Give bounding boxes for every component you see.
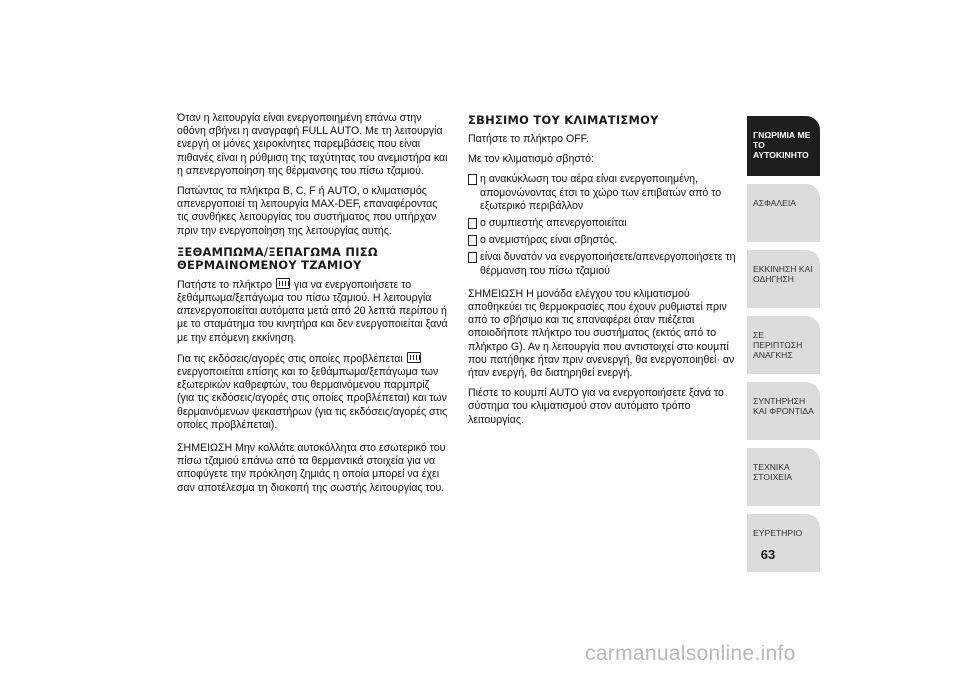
- checkbox-bullet-icon: [468, 235, 477, 246]
- checkbox-bullet-icon: [468, 252, 477, 263]
- heading-climate-off: ΣΒΗΣΙΜΟ ΤΟΥ ΚΛΙΜΑΤΙΣΜΟΥ: [468, 113, 659, 127]
- paragraph-note-stickers: ΣΗΜΕΙΩΣΗ Μην κολλάτε αυτοκόλλητα στο εσωτερικό του πίσω τζαμιού επάνω από τα θερμαντικά στοιχεία για να αποφύγετε την πρόκληση ζημιάς η οποία μπορεί να έχει σαν αποτέλεσμα τη διακοπή της σωστής λειτουργίας του.: [177, 442, 446, 494]
- text-segment: ενεργοποιείται επίσης και το ξεθάμπωμα/ξεπάγωμα των εξωτερικών καθρεφτών, του θερμαινόμενου παρμπρίζ (για τις εκδόσεις/αγορές στις οποίες προβλέπεται) και των θερμαινόμενων ψεκαστήρων (για τις εκδόσεις/αγορές στις οποίες προβλέπεται).: [177, 366, 448, 431]
- checkbox-bullet-icon: [468, 174, 477, 185]
- list-item: [468, 234, 740, 247]
- tab-starting-driving[interactable]: ΕΚΚΙΝΗΣΗ ΚΑΙ ΟΔΗΓΗΣΗ: [747, 250, 820, 308]
- right-column: [468, 112, 740, 434]
- paragraph-max-def: Πατώντας τα πλήκτρα B, C, F ή AUTO, ο κλιματισμός απενεργοποιεί τη λειτουργία MAX-DEF, επαναφέροντας τις συνθήκες λειτουργίας του συστήματος που υπήρχαν πριν την ενεργοποίηση της λειτουργίας αυτής.: [177, 185, 438, 237]
- left-column: [177, 112, 449, 502]
- paragraph-when-off: Με τον κλιματισμό σβηστό:: [468, 153, 594, 166]
- list-item: [468, 173, 740, 213]
- list-item: [468, 251, 740, 277]
- paragraph-press-auto: Πιέστε το κουμπί AUTO για να ενεργοποιήσετε ξανά το σύστημα του κλιματισμού στον αυτόματο τρόπο λειτουργίας.: [468, 387, 724, 426]
- checkbox-bullet-icon: [468, 218, 477, 229]
- watermark: carmanualsonline.info: [585, 642, 796, 665]
- list-item: [468, 217, 740, 230]
- page-number: 63: [760, 547, 776, 562]
- text-segment: Πατήστε το πλήκτρο: [177, 278, 273, 291]
- paragraph-full-auto: Όταν η λειτουργία είναι ενεργοποιημένη επάνω στην οθόνη σβήνει η αναγραφή FULL AUTO. Με τη λειτουργία ενεργή οι μόνες χειροκίνητες παρεμβάσεις που είναι πιθανές είναι η ρύθμιση της ταχύτητας του ανεμιστήρα και η απενεργοποίηση της θέρμανσης του πίσω τζαμιού.: [177, 112, 448, 177]
- chapter-tabs: [747, 116, 820, 580]
- list-item-text: ο συμπιεστής απενεργοποιείται: [480, 217, 627, 230]
- paragraph-press-off: Πατήστε το πλήκτρο OFF.: [468, 133, 589, 145]
- tab-safety[interactable]: ΑΣΦΑΛΕΙΑ: [747, 184, 820, 242]
- list-item-text: είναι δυνατόν να ενεργοποιήσετε/απενεργοποιήσετε τη θέρμανση του πίσω τζαμιού: [480, 251, 736, 277]
- tab-index[interactable]: ΕΥΡΕΤΗΡΙΟ: [747, 514, 820, 572]
- text-segment: για να ενεργοποιήσετε το ξεθάμπωμα/ξεπάγωμα του πίσω τζαμιού. Η λειτουργία απενεργοποιείται αυτόματα μετά από 20 λεπτά περίπου ή με το σταμάτημα του κινητήρα και δεν ενεργοποιείται ξανά με την επόμενη εκκίνηση.: [177, 278, 448, 344]
- tab-emergency[interactable]: ΣΕ ΠΕΡΙΠΤΩΣΗ ΑΝΑΓΚΗΣ: [747, 316, 820, 374]
- rear-defrost-icon: [407, 352, 421, 363]
- paragraph-mirrors-defrost: [177, 352, 449, 432]
- paragraph-rear-defrost: [177, 278, 449, 345]
- paragraph-note-memory: ΣΗΜΕΙΩΣΗ Η μονάδα ελέγχου του κλιματισμού αποθηκεύει τις θερμοκρασίες που έχουν ρυθμιστεί πριν από το σβήσιμο και τις επαναφέρει όταν πιέζεται οποιοδήποτε πλήκτρο του συστήματος (εκτός από το πλήκτρο G). Αν η λειτουργία που αντιστοιχεί στο κουμπί που πατήθηκε ήταν πριν ανενεργή, θα ενεργοποιηθεί· αν ήταν ενεργή, θα διατηρηθεί ενεργή.: [468, 287, 735, 380]
- tab-maintenance[interactable]: ΣΥΝΤΗΡΗΣΗ ΚΑΙ ΦΡΟΝΤΙΔΑ: [747, 382, 820, 440]
- tab-getting-to-know[interactable]: ΓΝΩΡΙΜΙΑ ΜΕ ΤΟ ΑΥΤΟΚΙΝΗΤΟ: [747, 116, 820, 176]
- list-item-text: ο ανεμιστήρας είναι σβηστός.: [480, 234, 618, 247]
- heading-rear-defrost: ΞΕΘΑΜΠΩΜΑ/ΞΕΠΑΓΩΜΑ ΠΙΣΩ ΘΕΡΜΑΙΝΟΜΕΝΟΥ ΤΖΑΜΙΟΥ: [177, 244, 378, 272]
- rear-defrost-icon: [276, 278, 290, 289]
- bullet-list: [468, 173, 740, 277]
- tab-technical-data[interactable]: ΤΕΧΝΙΚΑ ΣΤΟΙΧΕΙΑ: [747, 448, 820, 506]
- list-item-text: η ανακύκλωση του αέρα είναι ενεργοποιημένη, απομονώνοντας έτσι το χώρο των επιβατών από το εξωτερικό περιβάλλον: [480, 173, 722, 212]
- text-segment: Για τις εκδόσεις/αγορές στις οποίες προβλέπεται: [177, 352, 403, 365]
